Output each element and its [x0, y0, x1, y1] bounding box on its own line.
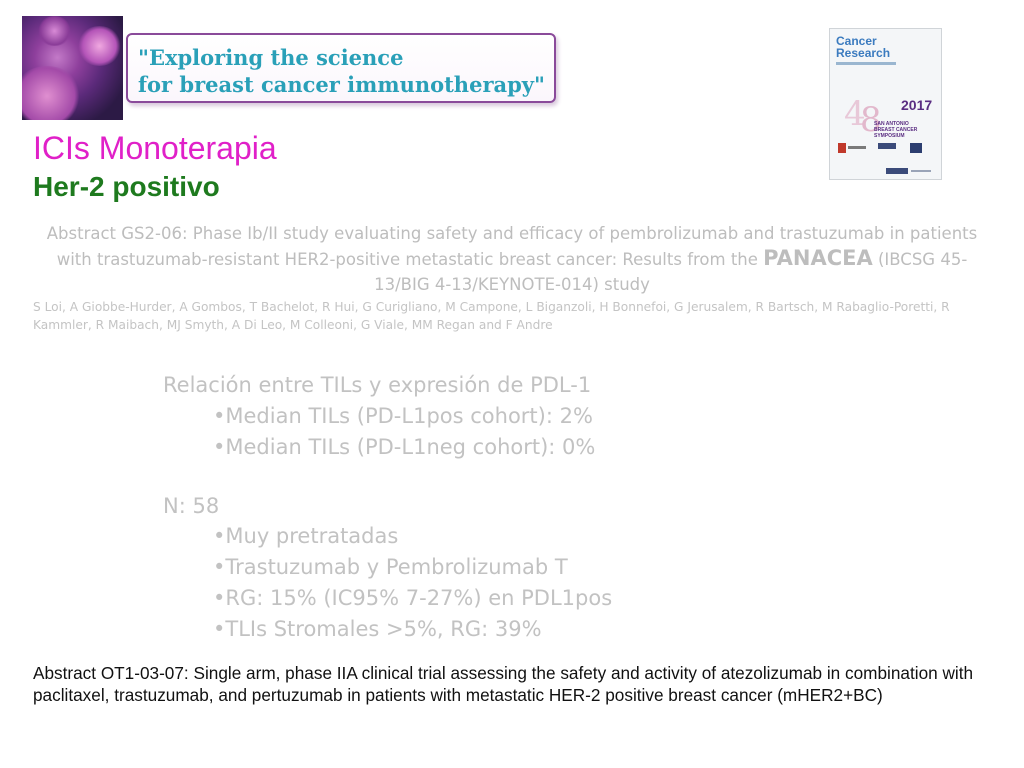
- cover-journal-title: Cancer Research: [836, 34, 891, 60]
- abstract-highlight: PANACEA: [763, 246, 873, 270]
- banner-line-2: for breast cancer immunotherapy": [138, 72, 545, 97]
- section2-bullet: •TLIs Stromales >5%, RG: 39%: [213, 617, 542, 641]
- cover-subtitle-bar: [836, 62, 896, 65]
- page-subtitle: Her-2 positivo: [33, 171, 220, 202]
- cover-sponsor-logos-icon: [838, 141, 936, 155]
- section2-bullet: •Trastuzumab y Pembrolizumab T: [213, 555, 568, 579]
- section2-bullet: •RG: 15% (IC95% 7-27%) en PDL1pos: [213, 586, 613, 610]
- svg-text:4: 4: [844, 94, 866, 134]
- page-title: ICIs Monoterapia: [33, 130, 277, 166]
- svg-text:8: 8: [860, 100, 882, 135]
- journal-cover-image: [829, 28, 942, 180]
- banner: [126, 33, 556, 103]
- banner-line-1: "Exploring the science: [138, 45, 404, 70]
- section1-bullet: •Median TILs (PD-L1neg cohort): 0%: [213, 435, 596, 459]
- cover-year: 2017: [901, 97, 933, 113]
- section2-bullet: •Muy pretratadas: [213, 524, 399, 548]
- section1-heading: Relación entre TILs y expresión de PDL-1: [163, 373, 592, 397]
- header-image: [22, 16, 123, 120]
- abstract-title: [30, 221, 994, 297]
- abstract-text-after: (IBCSG 45-13/BIG 4-13/KEYNOTE-014) study: [374, 250, 968, 294]
- abstract-authors: S Loi, A Giobbe-Hurder, A Gombos, T Bachelot, R Hui, G Curigliano, M Campone, L Biganzoli, H Bonnefoi, G Jerusalem, R Bartsch, M Rabaglio-Poretti, R Kammler, R Maibach, MJ Smyth, A Di Leo, M Colleoni, G Viale, MM Regan and F Andre: [33, 300, 950, 332]
- cover-symposium: SAN ANTONIO BREAST CANCER SYMPOSIUM: [874, 121, 918, 139]
- banner-text: [138, 44, 545, 98]
- section2-heading: N: 58: [163, 494, 220, 518]
- cover-footer-logo-icon: [886, 167, 936, 175]
- footer-abstract: Abstract OT1-03-07: Single arm, phase IIA clinical trial assessing the safety and activity of atezolizumab in combination with paclitaxel, trastuzumab, and pertuzumab in patients with metastatic HER-2 positive breast cancer (mHER2+BC): [33, 663, 974, 705]
- abstract-text-before: Abstract GS2-06: Phase Ib/II study evaluating safety and efficacy of pembrolizumab and trastuzumab in patients with trastuzumab-resistant HER2-positive metastatic breast cancer: Results from the: [46, 224, 978, 269]
- section1-bullet: •Median TILs (PD-L1pos cohort): 2%: [213, 404, 593, 428]
